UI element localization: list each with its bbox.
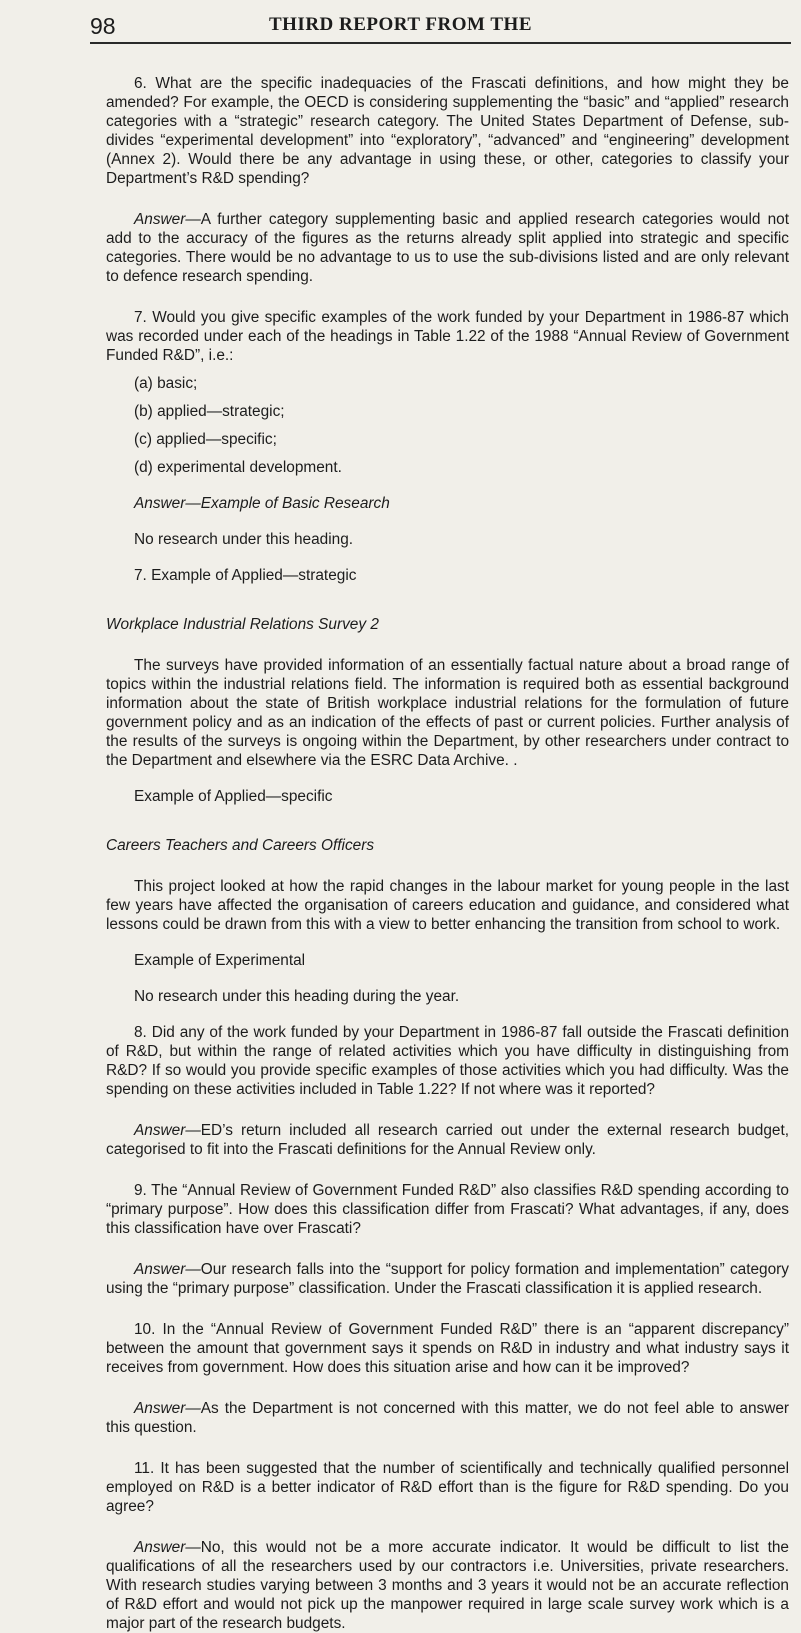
question-6: 6. What are the specific inadequacies of the Frascati definitions, and how might they be amended? For example, the OECD is considering supplementing the “basic” and “applied” research categories with a “strategic” research category. The United States Department of Defense, sub-divides “experimental development” into “exploratory”, “advanced” and “engineering” development (Annex 2). Would there be any advantage in using these, or other, categories to classify your Department’s R&D spending? [106, 75, 789, 187]
answer-11 [106, 1538, 789, 1633]
answer-7-basic-heading: Answer—Example of Basic Research [134, 495, 390, 512]
section-heading-workplace: Workplace Industrial Relations Survey 2 [106, 616, 379, 633]
question-9: 9. The “Annual Review of Government Funded R&D” also classifies R&D spending according to “primary purpose”. How does this classification differ from Frascati? What advantages, if any, does this classification have over Frascati? [106, 1182, 789, 1237]
paragraph-careers: This project looked at how the rapid changes in the labour market for young people in the last few years have affected the organisation of careers education and guidance, and considered what lessons could be drawn from this with a view to better enhancing the transition from school to work. [106, 878, 789, 933]
list-item-d: (d) experimental development. [134, 459, 342, 476]
paragraph-workplace: The surveys have provided information of an essentially factual nature about a broad range of topics within the industrial relations field. The information is required both as essential background information about the state of British workplace industrial relations for the formulation of future government policy and as an indication of the effects of past or current policies. Further analysis of the results of the surveys is ongoing within the Department, by other researchers under contract to the Department and elsewhere via the ESRC Data Archive. . [106, 657, 789, 769]
answer-label: Answer— [134, 1261, 201, 1278]
answer-text: Our research falls into the “support for policy formation and implementation” category using the “primary purpose” classification. Under the Frascati classification it is applied research. [106, 1261, 789, 1297]
question-7: 7. Would you give specific examples of the work funded by your Department in 1986-87 which was recorded under each of the headings in Table 1.22 of the 1988 “Annual Review of Government Funded R&D”, i.e.: [106, 309, 789, 364]
question-11: 11. It has been suggested that the number of scientifically and technically qualified personnel employed on R&D is a better indicator of R&D effort than is the figure for R&D spending. Do you agree? [106, 1460, 789, 1515]
list-item-c: (c) applied—specific; [134, 431, 277, 448]
example-experimental-heading: Example of Experimental [134, 952, 306, 969]
question-10: 10. In the “Annual Review of Government Funded R&D” there is an “apparent discrepancy” between the amount that government says it spends on R&D in industry and what industry says it receives from government. How does this situation arise and how can it be improved? [106, 1321, 789, 1376]
page-header [0, 0, 801, 46]
document-body [106, 74, 789, 1633]
answer-9 [106, 1260, 789, 1298]
answer-10 [106, 1399, 789, 1437]
answer-label: Answer— [134, 1400, 201, 1417]
answer-text: A further category supplementing basic and applied research categories would not add to the accuracy of the figures as the returns already split applied into strategic and specific categories. There would be no advantage to us to use the sub-divisions listed and are only relevant to defence research spending. [106, 211, 789, 285]
answer-text: ED’s return included all research carried out under the external research budget, categorised to fit into the Frascati definitions for the Annual Review only. [106, 1122, 789, 1158]
answer-label: Answer— [134, 1122, 201, 1139]
answer-7-strategic-heading: 7. Example of Applied—strategic [134, 567, 357, 584]
answer-7-none: No research under this heading. [134, 531, 354, 548]
header-rule [90, 42, 791, 44]
answer-6 [106, 210, 789, 286]
answer-label: Answer— [134, 1539, 201, 1556]
none-during-year: No research under this heading during the year. [134, 988, 460, 1005]
answer-text: No, this would not be a more accurate indicator. It would be difficult to list the qualifications of all the researchers used by our contractors i.e. Universities, private researchers. With research studies varying between 3 months and 3 years it would not be an accurate reflection of R&D effort and would not pick up the manpower required in large scale survey work which is a major part of the research budgets. [106, 1539, 789, 1632]
section-heading-careers: Careers Teachers and Careers Officers [106, 837, 375, 854]
answer-label: Answer— [134, 211, 201, 228]
list-item-a: (a) basic; [134, 375, 198, 392]
page-number: 98 [90, 13, 116, 39]
running-title: THIRD REPORT FROM THE [268, 14, 533, 35]
example-specific-heading: Example of Applied—specific [134, 788, 333, 805]
answer-text: As the Department is not concerned with this matter, we do not feel able to answer this question. [106, 1400, 789, 1436]
list-item-b: (b) applied—strategic; [134, 403, 285, 420]
question-8: 8. Did any of the work funded by your Department in 1986-87 fall outside the Frascati definition of R&D, but within the range of related activities which you have difficulty in distinguishing from R&D? If so would you provide specific examples of those activities which you had difficulty. Was the spending on these activities included in Table 1.22? If not where was it reported? [106, 1024, 789, 1098]
answer-8 [106, 1121, 789, 1159]
